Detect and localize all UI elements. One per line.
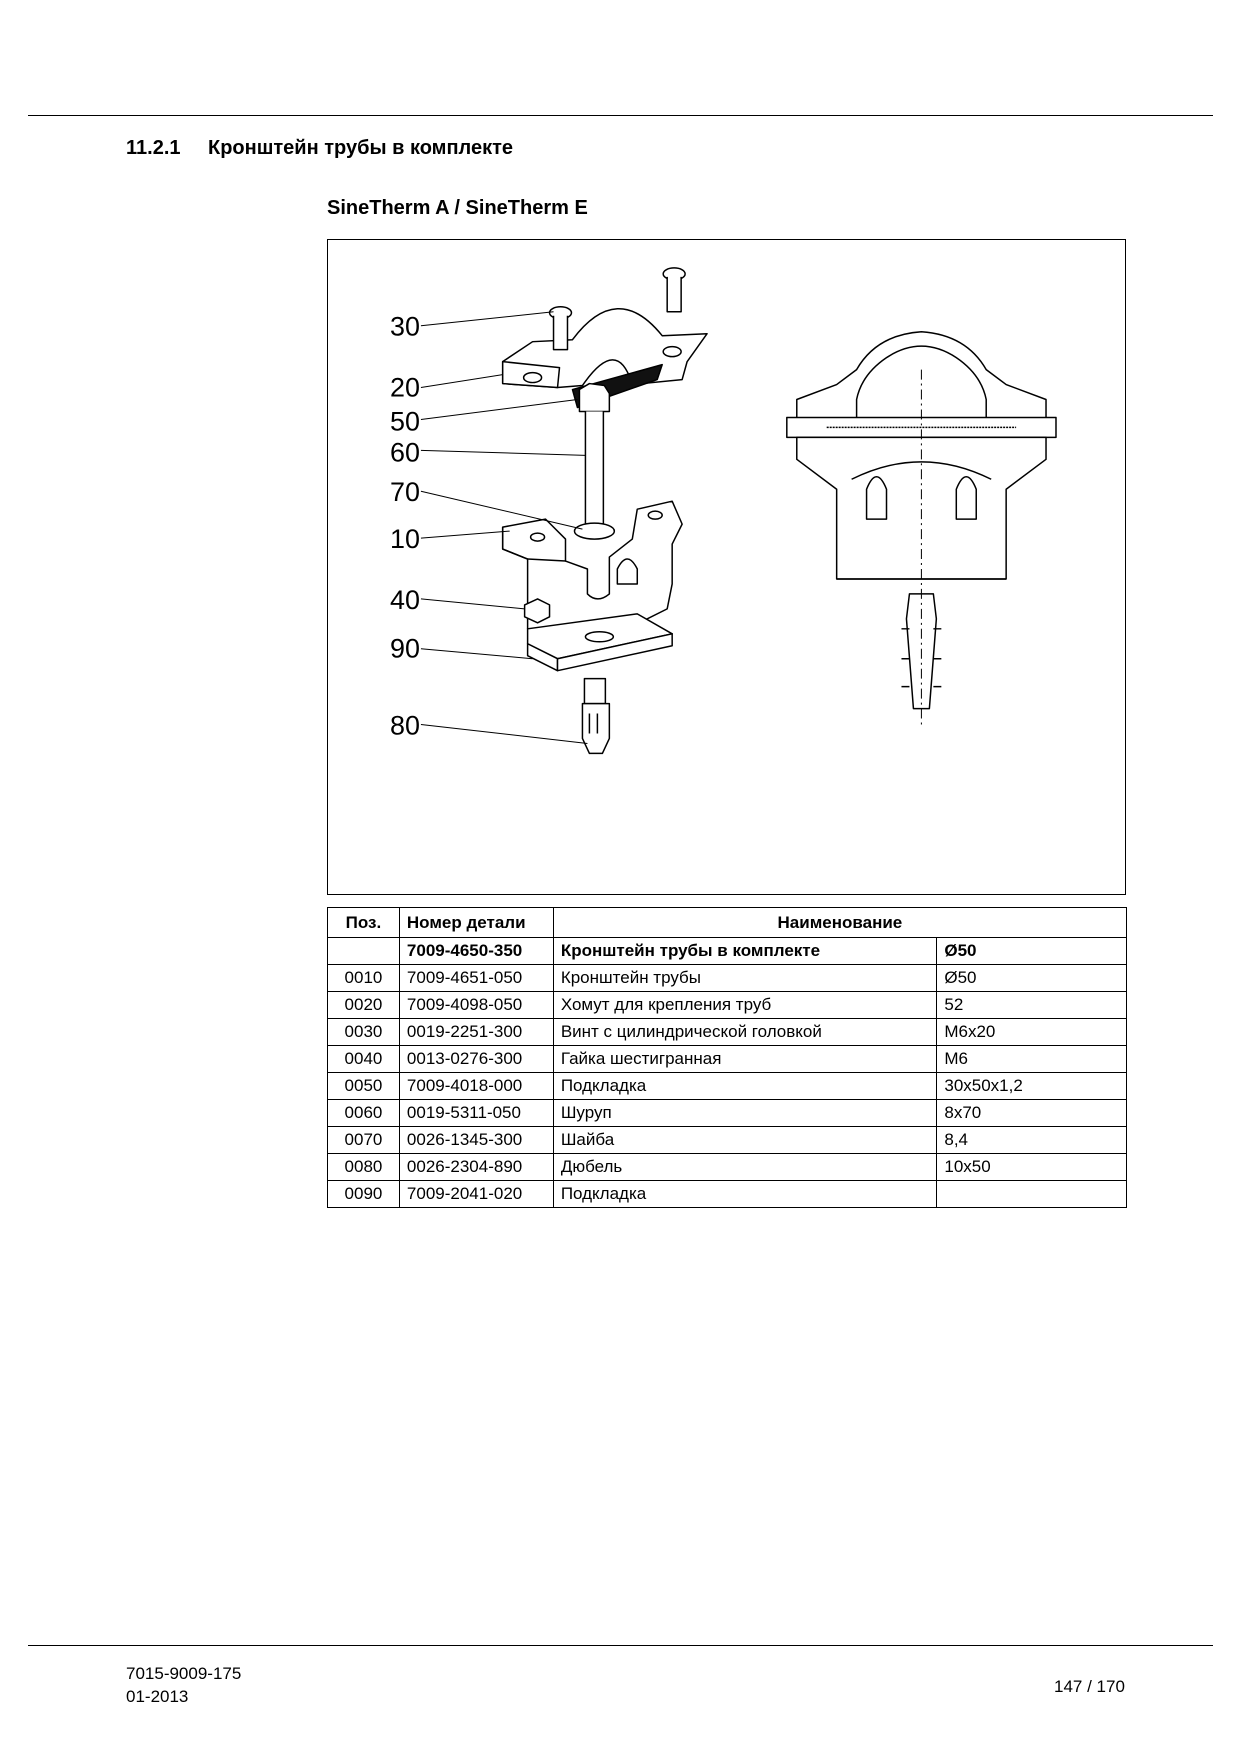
callout-70: 70: [390, 477, 420, 508]
table-row: [328, 1100, 1127, 1127]
dowel-drawing: [582, 679, 609, 754]
hex-bolt-drawing: [579, 384, 609, 525]
callout-30: 30: [390, 311, 420, 342]
cell-size: Ø50: [937, 965, 1127, 992]
cell-size: M6: [937, 1046, 1127, 1073]
cell-name: Хомут для крепления труб: [553, 992, 937, 1019]
section-number: 11.2.1: [126, 137, 181, 159]
exploded-view-drawing: [328, 240, 1125, 894]
cell-size: 8,4: [937, 1127, 1127, 1154]
cell-name: Шуруп: [553, 1100, 937, 1127]
table-row: [328, 1019, 1127, 1046]
header-pos: Поз.: [328, 908, 400, 938]
callout-60: 60: [390, 437, 420, 468]
cell-size: Ø50: [937, 938, 1127, 965]
bottom-divider: [28, 1645, 1213, 1646]
parts-list-table: [327, 907, 1127, 1208]
cell-name: Шайба: [553, 1127, 937, 1154]
cell-pos: 0090: [328, 1181, 400, 1208]
cell-name: Кронштейн трубы в комплекте: [553, 938, 937, 965]
callout-40: 40: [390, 584, 420, 615]
cell-size: 30x50x1,2: [937, 1073, 1127, 1100]
footer-document-info: [126, 1662, 241, 1708]
cell-pos: 0030: [328, 1019, 400, 1046]
footer-doc-number: 7015-9009-175: [126, 1664, 242, 1683]
header-name: Наименование: [553, 908, 1126, 938]
table-row: [328, 1073, 1127, 1100]
cell-pos: 0070: [328, 1127, 400, 1154]
cell-part-number: 0026-2304-890: [399, 1154, 553, 1181]
cell-pos: 0020: [328, 992, 400, 1019]
section-title: Кронштейн трубы в комплекте: [208, 137, 514, 159]
footer-date: 01-2013: [126, 1687, 189, 1706]
cell-pos: 0080: [328, 1154, 400, 1181]
section-heading: [126, 137, 513, 160]
table-row: [328, 1154, 1127, 1181]
cell-name: Дюбель: [553, 1154, 937, 1181]
cell-pos: 0060: [328, 1100, 400, 1127]
side-view-drawing: [787, 332, 1056, 729]
cell-part-number: 0013-0276-300: [399, 1046, 553, 1073]
cell-part-number: 0019-2251-300: [399, 1019, 553, 1046]
cell-size: 52: [937, 992, 1127, 1019]
table-row: [328, 965, 1127, 992]
cell-size: 8x70: [937, 1100, 1127, 1127]
cell-part-number: 0019-5311-050: [399, 1100, 553, 1127]
callout-labels: [390, 312, 420, 741]
exploded-view-figure: [327, 239, 1126, 895]
cell-part-number: 7009-4651-050: [399, 965, 553, 992]
product-subtitle: SineTherm A / SineTherm E: [327, 197, 588, 219]
cell-name: Подкладка: [553, 1073, 937, 1100]
table-row: [328, 1181, 1127, 1208]
cell-name: Кронштейн трубы: [553, 965, 937, 992]
cell-name: Подкладка: [553, 1181, 937, 1208]
callout-10: 10: [390, 524, 420, 555]
cell-size: [937, 1181, 1127, 1208]
cell-part-number: 0026-1345-300: [399, 1127, 553, 1154]
cell-part-number: 7009-4650-350: [399, 938, 553, 965]
table-row-assembly: [328, 938, 1127, 965]
cell-pos: 0010: [328, 965, 400, 992]
top-divider: [28, 115, 1213, 116]
callout-20: 20: [390, 372, 420, 403]
cell-size: 10x50: [937, 1154, 1127, 1181]
table-row: [328, 1046, 1127, 1073]
table-row: [328, 992, 1127, 1019]
callout-90: 90: [390, 633, 420, 664]
callout-80: 80: [390, 710, 420, 741]
cell-name: Гайка шестигранная: [553, 1046, 937, 1073]
cell-name: Винт с цилиндрической головкой: [553, 1019, 937, 1046]
cell-part-number: 7009-2041-020: [399, 1181, 553, 1208]
cell-size: M6x20: [937, 1019, 1127, 1046]
cell-part-number: 7009-4098-050: [399, 992, 553, 1019]
cell-pos: [328, 938, 400, 965]
cell-pos: 0050: [328, 1073, 400, 1100]
table-row: [328, 1127, 1127, 1154]
hex-nut-drawing: [525, 599, 550, 623]
header-part-number: Номер детали: [399, 908, 553, 938]
page-number: 147 / 170: [1054, 1677, 1125, 1696]
table-header-row: [328, 908, 1127, 938]
callout-50: 50: [390, 406, 420, 437]
washer-drawing: [574, 523, 614, 539]
cell-part-number: 7009-4018-000: [399, 1073, 553, 1100]
cell-pos: 0040: [328, 1046, 400, 1073]
